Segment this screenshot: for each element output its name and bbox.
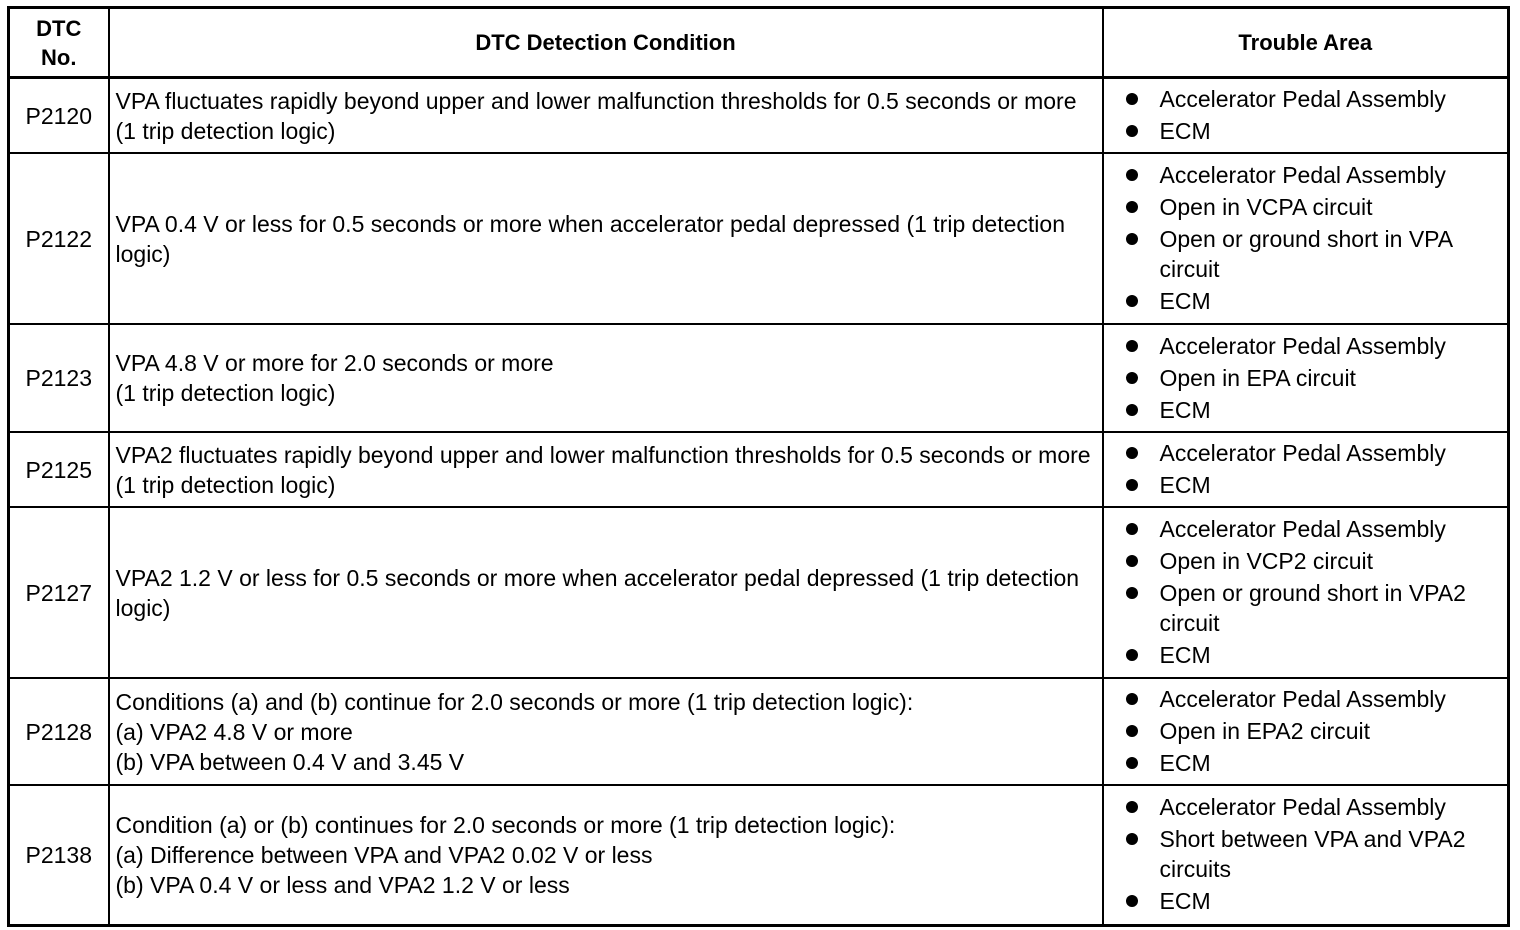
list-item xyxy=(1104,363,1504,393)
trouble-area-label: ECM xyxy=(1159,888,1211,915)
bullet-icon xyxy=(1126,125,1138,137)
list-item xyxy=(1104,286,1504,316)
list-item xyxy=(1104,514,1504,544)
detection-condition-cell xyxy=(109,507,1103,678)
bullet-icon xyxy=(1126,895,1138,907)
trouble-area-list xyxy=(1104,160,1504,316)
list-item xyxy=(1104,192,1504,222)
trouble-area-label: Open or ground short in VPA circuit xyxy=(1159,226,1452,282)
header-row xyxy=(9,8,1509,78)
detection-condition-cell xyxy=(109,432,1103,507)
trouble-area-label: Accelerator Pedal Assembly xyxy=(1159,440,1446,466)
bullet-icon xyxy=(1126,479,1138,491)
table-body xyxy=(9,78,1509,926)
condition-line: VPA fluctuates rapidly beyond upper and lower malfunction thresholds for 0.5 seconds or more (1 trip detection logic) xyxy=(115,87,1077,144)
dtc-table xyxy=(7,6,1510,927)
table-row xyxy=(9,432,1509,507)
dtc-code-cell: P2127 xyxy=(9,507,109,678)
trouble-area-cell xyxy=(1103,678,1509,785)
list-item xyxy=(1104,395,1504,425)
trouble-area-cell xyxy=(1103,507,1509,678)
detection-condition-cell xyxy=(109,678,1103,785)
bullet-icon xyxy=(1126,201,1138,213)
bullet-icon xyxy=(1126,725,1138,737)
bullet-icon xyxy=(1126,833,1138,845)
list-item xyxy=(1104,886,1504,916)
trouble-area-list xyxy=(1104,514,1504,670)
trouble-area-cell xyxy=(1103,78,1509,154)
list-item xyxy=(1104,578,1504,638)
detection-condition-cell xyxy=(109,153,1103,324)
list-item xyxy=(1104,546,1504,576)
bullet-icon xyxy=(1126,447,1138,459)
detection-condition-cell xyxy=(109,78,1103,154)
dtc-code-cell: P2120 xyxy=(9,78,109,154)
dtc-code-cell: P2123 xyxy=(9,324,109,432)
bullet-icon xyxy=(1126,93,1138,105)
condition-line: Conditions (a) and (b) continue for 2.0 seconds or more (1 trip detection logic): xyxy=(115,688,914,715)
condition-line: (1 trip detection logic) xyxy=(115,380,336,406)
trouble-area-label: Accelerator Pedal Assembly xyxy=(1159,86,1446,112)
list-item xyxy=(1104,684,1504,714)
trouble-area-label: Open in EPA2 circuit xyxy=(1159,718,1371,744)
bullet-icon xyxy=(1126,587,1138,599)
trouble-area-label: ECM xyxy=(1159,288,1211,314)
list-item xyxy=(1104,84,1504,114)
trouble-area-label: Open in EPA circuit xyxy=(1159,364,1356,391)
condition-line: (b) VPA between 0.4 V and 3.45 V xyxy=(115,748,465,775)
list-item xyxy=(1104,160,1504,190)
trouble-area-label: Accelerator Pedal Assembly xyxy=(1159,794,1446,821)
trouble-area-list xyxy=(1104,438,1504,500)
condition-line: Condition (a) or (b) continues for 2.0 seconds or more (1 trip detection logic): xyxy=(115,811,896,838)
trouble-area-cell xyxy=(1103,153,1509,324)
table-row xyxy=(9,507,1509,678)
bullet-icon xyxy=(1126,555,1138,567)
header-dtc-no: DTC No. xyxy=(9,8,109,78)
trouble-area-list xyxy=(1104,684,1504,778)
trouble-area-cell xyxy=(1103,785,1509,925)
list-item xyxy=(1104,824,1504,884)
trouble-area-cell xyxy=(1103,324,1509,432)
condition-line: VPA2 1.2 V or less for 0.5 seconds or more when accelerator pedal depressed (1 trip detection logic) xyxy=(115,564,1080,621)
table-row xyxy=(9,785,1509,925)
table-header xyxy=(9,8,1509,78)
trouble-area-label: Accelerator Pedal Assembly xyxy=(1159,686,1446,712)
trouble-area-label: ECM xyxy=(1159,118,1211,144)
trouble-area-list xyxy=(1104,792,1504,916)
detection-condition-cell xyxy=(109,785,1103,925)
dtc-code-cell: P2125 xyxy=(9,432,109,507)
list-item xyxy=(1104,116,1504,146)
detection-condition-cell xyxy=(109,324,1103,432)
condition-line: VPA 0.4 V or less for 0.5 seconds or more when accelerator pedal depressed (1 trip detection logic) xyxy=(115,210,1065,267)
table-row xyxy=(9,678,1509,785)
trouble-area-label: Open in VCPA circuit xyxy=(1159,194,1373,220)
trouble-area-label: Accelerator Pedal Assembly xyxy=(1159,332,1446,359)
list-item xyxy=(1104,331,1504,361)
trouble-area-list xyxy=(1104,331,1504,425)
trouble-area-label: ECM xyxy=(1159,750,1211,776)
bullet-icon xyxy=(1126,233,1138,245)
dtc-code-cell: P2122 xyxy=(9,153,109,324)
condition-line: (a) Difference between VPA and VPA2 0.02 V or less xyxy=(115,841,653,868)
list-item xyxy=(1104,748,1504,778)
list-item xyxy=(1104,792,1504,822)
header-detection-condition: DTC Detection Condition xyxy=(109,8,1103,78)
trouble-area-label: Accelerator Pedal Assembly xyxy=(1159,162,1446,188)
bullet-icon xyxy=(1126,372,1138,384)
bullet-icon xyxy=(1126,523,1138,535)
list-item xyxy=(1104,438,1504,468)
trouble-area-label: Short between VPA and VPA2 circuits xyxy=(1159,826,1466,883)
trouble-area-label: ECM xyxy=(1159,642,1211,668)
bullet-icon xyxy=(1126,340,1138,352)
trouble-area-cell xyxy=(1103,432,1509,507)
table-row xyxy=(9,78,1509,154)
trouble-area-label: Open in VCP2 circuit xyxy=(1159,548,1373,574)
condition-line: (a) VPA2 4.8 V or more xyxy=(115,718,353,745)
bullet-icon xyxy=(1126,693,1138,705)
bullet-icon xyxy=(1126,801,1138,813)
list-item xyxy=(1104,640,1504,670)
condition-line: (b) VPA 0.4 V or less and VPA2 1.2 V or less xyxy=(115,871,570,898)
condition-line: VPA2 fluctuates rapidly beyond upper and lower malfunction thresholds for 0.5 seconds or more (1 trip detection logic) xyxy=(115,441,1091,498)
bullet-icon xyxy=(1126,757,1138,769)
header-trouble-area: Trouble Area xyxy=(1103,8,1509,78)
trouble-area-label: ECM xyxy=(1159,396,1211,423)
table-row xyxy=(9,324,1509,432)
list-item xyxy=(1104,470,1504,500)
bullet-icon xyxy=(1126,295,1138,307)
bullet-icon xyxy=(1126,169,1138,181)
bullet-icon xyxy=(1126,649,1138,661)
trouble-area-label: ECM xyxy=(1159,472,1211,498)
dtc-code-cell: P2128 xyxy=(9,678,109,785)
bullet-icon xyxy=(1126,404,1138,416)
list-item xyxy=(1104,224,1504,284)
dtc-code-cell: P2138 xyxy=(9,785,109,925)
list-item xyxy=(1104,716,1504,746)
trouble-area-list xyxy=(1104,84,1504,146)
table-row xyxy=(9,153,1509,324)
trouble-area-label: Open or ground short in VPA2 circuit xyxy=(1159,580,1466,636)
condition-line: VPA 4.8 V or more for 2.0 seconds or more xyxy=(115,350,554,376)
trouble-area-label: Accelerator Pedal Assembly xyxy=(1159,516,1446,542)
